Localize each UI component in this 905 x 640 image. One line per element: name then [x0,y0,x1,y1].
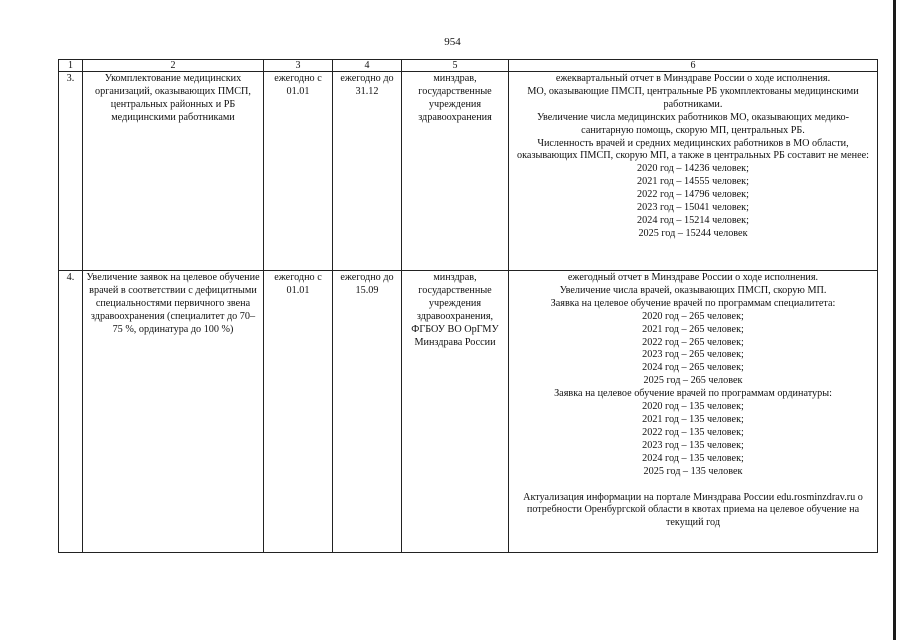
end-date-cell: ежегодно до 15.09 [333,271,402,553]
blank-line [512,479,874,492]
column-number: 3 [264,60,333,72]
start-date-cell: ежегодно с 01.01 [264,72,333,271]
result-line: 2023 год – 135 человек; [642,439,744,451]
result-line: 2022 год – 265 человек; [642,336,744,348]
table-row [59,72,878,271]
column-number: 4 [333,60,402,72]
result-line: Численность врачей и средних медицинских работников в МО области, оказывающих ПМСП, скорую МП, а также в центральных РБ составит не менее: [517,137,869,162]
result-line: 2025 год – 135 человек [643,465,743,477]
result-line: 2023 год – 15041 человек; [637,202,749,214]
result-line: 2020 год – 265 человек; [642,310,744,322]
column-number: 2 [83,60,264,72]
column-number: 5 [402,60,509,72]
table-row [59,271,878,553]
row-number: 4. [59,271,83,553]
result-cell [509,271,878,553]
measures-table [58,59,878,553]
result-line: 2020 год – 14236 человек; [637,163,749,175]
responsible-cell: минздрав, государственные учреждения здравоохранения [402,72,509,271]
scan-edge-line [893,0,896,640]
column-number: 1 [59,60,83,72]
result-line: 2021 год – 265 человек; [642,323,744,335]
result-line: Увеличение числа врачей, оказывающих ПМСП, скорую МП. [559,284,827,296]
result-line: 2021 год – 14555 человек; [637,176,749,188]
row-number: 3. [59,72,83,271]
result-line: 2025 год – 15244 человек [638,227,748,239]
result-line: 2024 год – 135 человек; [642,452,744,464]
result-line: 2021 год – 135 человек; [642,413,744,425]
page-number: 954 [444,36,461,48]
measure-cell: Увеличение заявок на целевое обучение врачей в соответствии с дефицитными специальностями первичного звена здравоохранения (специалитет до 70–75 %, ординатура до 100 %) [83,271,264,553]
column-number: 6 [509,60,878,72]
result-line: Увеличение числа медицинских работников МО, оказывающих медико-санитарную помощь, скорую МП, центральных РБ. [536,111,850,136]
result-line: 2022 год – 14796 человек; [637,189,749,201]
result-line: ежегодный отчет в Минздраве России о ходе исполнения. [567,272,819,283]
result-line: Заявка на целевое обучение врачей по программам специалитета: [550,297,836,309]
result-line: ежеквартальный отчет в Минздраве России о ходе исполнения. [555,73,831,84]
result-line: МО, оказывающие ПМСП, центральные РБ укомплектованы медицинскими работниками. [527,85,859,110]
end-date-cell: ежегодно до 31.12 [333,72,402,271]
measure-cell: Укомплектование медицинских организаций, оказывающих ПМСП, центральных районных и РБ медицинскими работниками [83,72,264,271]
result-line: Актуализация информации на портале Минздрава России edu.rosminzdrav.ru о потребности Оренбургской области в квотах приема на целевое обучение на текущий год [523,491,863,529]
result-line: 2023 год – 265 человек; [642,349,744,361]
result-line: 2020 год – 135 человек; [642,401,744,413]
start-date-cell: ежегодно с 01.01 [264,271,333,553]
result-line: Заявка на целевое обучение врачей по программам ординатуры: [554,388,832,400]
responsible-cell: минздрав, государственные учреждения здравоохранения, ФГБОУ ВО ОрГМУ Минздрава России [402,271,509,553]
column-number-row [59,60,878,72]
result-line: 2024 год – 15214 человек; [637,214,749,226]
result-line: 2024 год – 265 человек; [642,362,744,374]
result-line: 2025 год – 265 человек [643,375,743,387]
result-line: 2022 год – 135 человек; [642,426,744,438]
result-cell [509,72,878,271]
